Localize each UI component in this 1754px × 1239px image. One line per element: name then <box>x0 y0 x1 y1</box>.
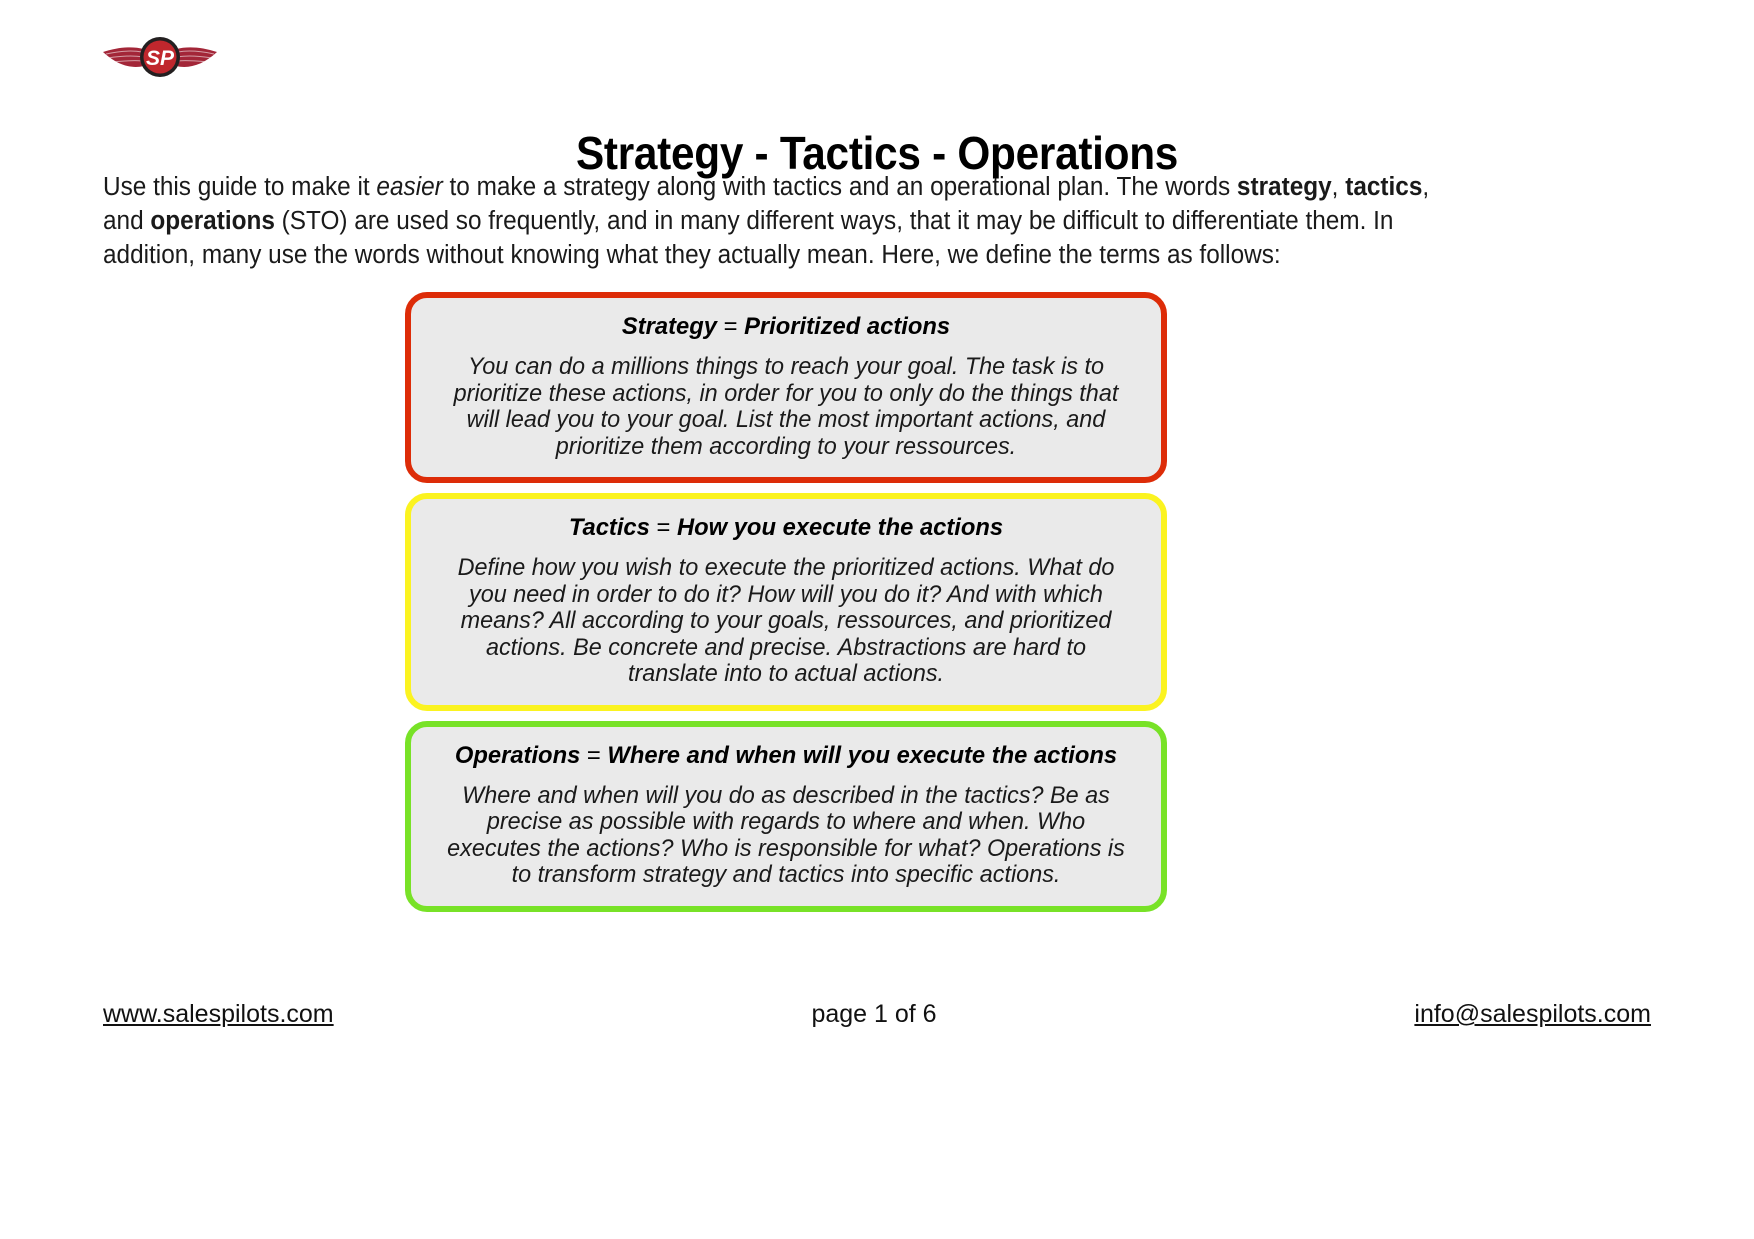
intro-bold-strategy: strategy <box>1236 173 1332 201</box>
intro-bold-operations: operations <box>150 207 275 235</box>
definition-box-tactics <box>405 493 1167 711</box>
box-heading-strategy <box>447 312 1124 342</box>
page-footer <box>103 1000 1651 1029</box>
box-definition-tactics: How you execute the actions <box>676 514 1004 541</box>
definition-boxes <box>405 292 1167 912</box>
box-heading-operations <box>447 741 1124 771</box>
box-body-strategy: You can do a millions things to reach your goal. The task is to prioritize these actions, in order for you to only do the things that will lead you to your goal. List the most important actions, and prioritize them according to your ressources. <box>453 353 1119 460</box>
definition-box-operations <box>405 721 1167 912</box>
box-body-operations: Where and when will you do as described in the tactics? Be as precise as possible with regards to where and when. Who executes the actions? Who is responsible for what? Operations is to transform strategy and tactics into specific actions. <box>447 781 1125 888</box>
logo-badge-text: SP <box>145 47 175 70</box>
footer-page-indicator: page 1 of 6 <box>811 1000 937 1028</box>
box-equals-operations: = <box>580 741 608 769</box>
box-body-tactics: Define how you wish to execute the prioritized actions. What do you need in order to do it? How will you do it? And with which means? All according to your goals, ressources, and prioritized actions. Be concrete and precise. Abstractions are hard to translate into to actual actions. <box>457 554 1115 687</box>
intro-paragraph <box>103 170 1459 272</box>
intro-bold-tactics: tactics <box>1345 173 1423 201</box>
page-title: Strategy - Tactics - Operations <box>575 126 1179 179</box>
box-term-operations: Operations <box>454 741 581 769</box>
definition-box-strategy <box>405 292 1167 483</box>
intro-text-3: (STO) are used so frequently, and in many different ways, that it may be difficult to differentiate them. In addition, many use the words without knowing what they actually mean. Here, we define the terms as follows: <box>103 207 1394 269</box>
logo <box>100 30 220 86</box>
footer-website-link[interactable]: www.salespilots.com <box>103 1000 334 1028</box>
intro-text-1: Use this guide to make it <box>103 173 377 201</box>
intro-sep-2: , and <box>103 173 1430 235</box>
box-definition-strategy: Prioritized actions <box>744 313 951 340</box>
salespilots-winged-badge-logo-icon <box>100 30 220 86</box>
box-equals-strategy: = <box>716 313 745 340</box>
box-heading-tactics <box>447 513 1124 543</box>
box-term-tactics: Tactics <box>568 514 650 541</box>
footer-email-link[interactable]: info@salespilots.com <box>1414 1000 1651 1028</box>
intro-sep-1: , <box>1331 173 1346 201</box>
box-equals-tactics: = <box>649 514 677 541</box>
box-definition-operations: Where and when will you execute the actions <box>607 741 1118 769</box>
intro-emphasis-easier: easier <box>376 173 443 201</box>
intro-text-2: to make a strategy along with tactics and an operational plan. The words <box>442 173 1237 201</box>
box-term-strategy: Strategy <box>621 313 717 340</box>
